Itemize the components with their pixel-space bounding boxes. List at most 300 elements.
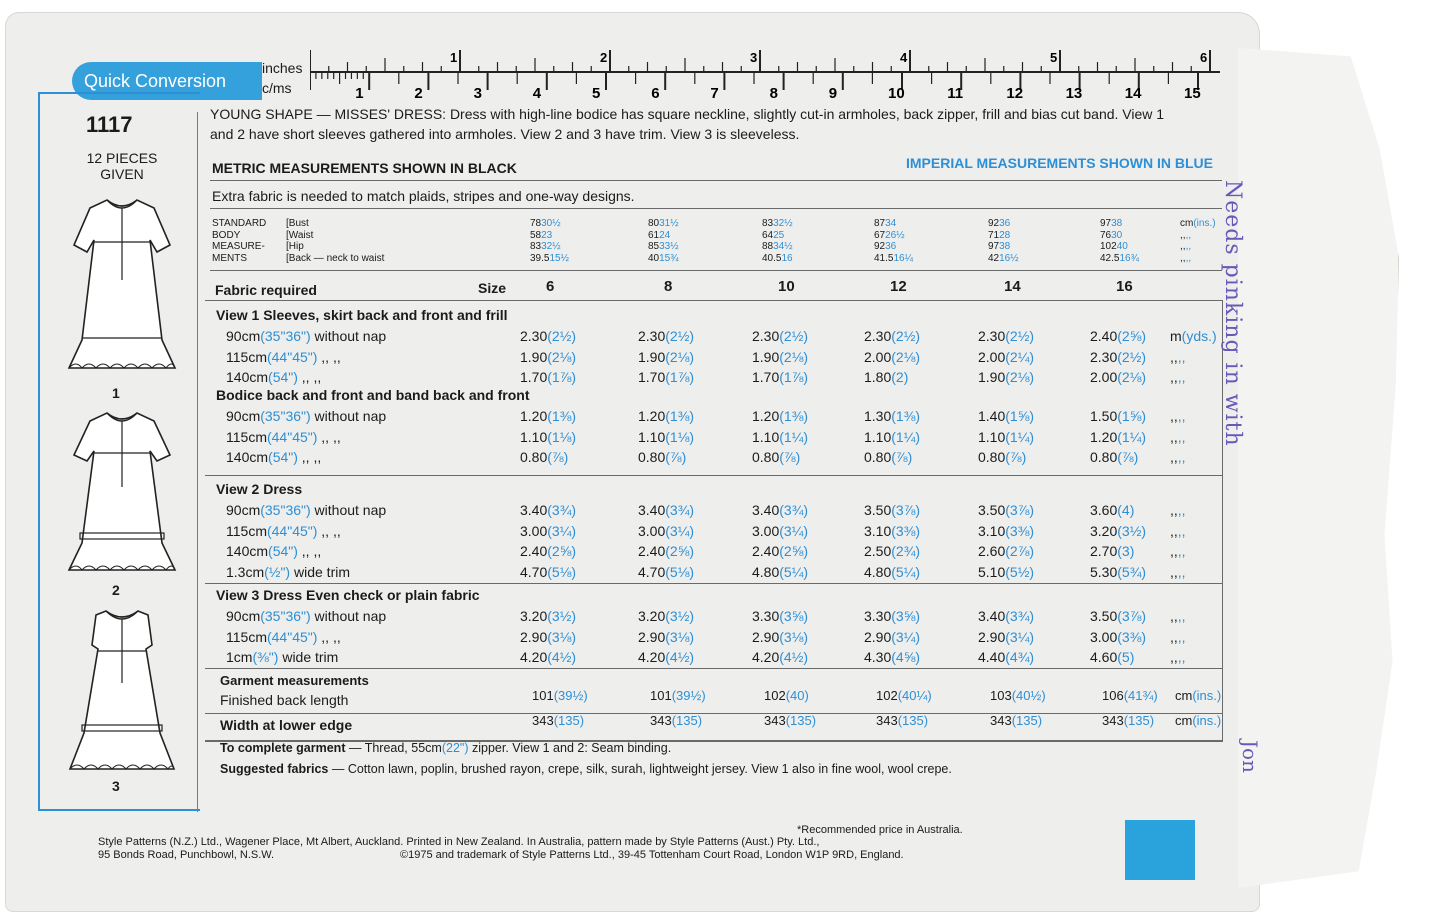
metric-value: 343 [532, 713, 554, 728]
fabric-amount [638, 629, 694, 645]
unit-imperial: ,, [1177, 543, 1186, 559]
imperial-value: (4¾) [1005, 649, 1035, 665]
imperial-value: (2⅛) [891, 348, 921, 365]
imperial-value: (135) [553, 713, 585, 728]
handwritten-signature: Jon [1238, 740, 1262, 773]
imperial-value: (4⅝) [891, 649, 921, 665]
fabric-amount [864, 649, 920, 665]
unit-imperial: ,, [1177, 408, 1186, 424]
body-measure-value [988, 253, 1019, 264]
fabric-amount [752, 328, 808, 344]
fabric-amount [1090, 523, 1146, 539]
fabric-amount [752, 523, 808, 539]
unit-imperial: (ins.) [1192, 713, 1222, 728]
width-note: ,, ,, [297, 543, 322, 559]
cm-label: 14 [1124, 85, 1142, 102]
body-measure-unit [1180, 230, 1191, 241]
finished-length-value [1102, 688, 1158, 703]
metric-value: 1.70 [520, 369, 548, 385]
metric-value: 3.00 [638, 522, 666, 539]
fabric-unit [1170, 408, 1186, 424]
fabric-amount [978, 502, 1034, 518]
width-note: without nap [310, 408, 387, 424]
imperial-value: (1⅞) [547, 369, 577, 385]
metric-value: 1.10 [752, 428, 780, 445]
metric-value: 4.20 [752, 649, 780, 665]
fabric-width-label [226, 564, 350, 580]
metric-value: 4.70 [520, 563, 548, 580]
metric-value: 0.80 [520, 449, 548, 465]
metric-value: 64 [762, 229, 774, 241]
metric-value: 3.50 [864, 502, 892, 518]
fabric-amount [520, 328, 576, 344]
imperial-value: (5¼) [779, 563, 809, 580]
cm-label: 4 [532, 85, 542, 102]
fabric-required-label: Fabric required [215, 282, 317, 298]
fabric-amount [638, 564, 694, 580]
imperial-value: (1⅜) [665, 408, 695, 424]
fabric-amount [752, 649, 808, 665]
width-metric: 90cm [226, 328, 261, 344]
fabric-amount [520, 608, 576, 624]
metric-value: 102 [1100, 241, 1117, 252]
width-imperial: (½") [264, 563, 291, 580]
fabric-amount [1090, 449, 1138, 465]
body-measure-value [648, 253, 679, 264]
to-complete-text: — Thread, 55cm [345, 741, 442, 755]
imperial-value: (2¼) [1005, 348, 1035, 365]
metric-value: 2.90 [864, 628, 892, 645]
metric-value: 4.80 [752, 563, 780, 580]
fabric-width-label [226, 449, 321, 465]
imperial-value: (2½) [891, 328, 921, 344]
fabric-amount [638, 543, 694, 559]
metric-value: 61 [648, 229, 660, 241]
metric-value: 0.80 [864, 449, 892, 465]
fabric-amount [520, 429, 576, 445]
fabric-amount [752, 502, 808, 518]
imperial-value: 32½ [773, 218, 793, 229]
imperial-value: (1¼) [891, 428, 921, 445]
fabric-amount [1090, 369, 1146, 385]
metric-value: 3.20 [1090, 522, 1118, 539]
copyright-line: ©1975 and trademark of Style Patterns Ltd., 39-45 Tottenham Court Road, London W1P 9RD, England. [400, 849, 904, 861]
metric-value: 4.20 [520, 649, 548, 665]
fabric-amount [978, 408, 1034, 424]
metric-value: 106 [1102, 688, 1124, 703]
width-note: wide trim [290, 563, 351, 580]
imperial-value: (40¼) [897, 688, 932, 703]
imperial-value: (3¼) [665, 522, 695, 539]
fabric-amount [638, 608, 694, 624]
metric-value: 2.00 [864, 348, 892, 365]
imperial-value: (2⅝) [665, 543, 695, 559]
metric-value: 3.40 [752, 502, 780, 518]
cm-label: 3 [473, 85, 482, 102]
metric-value: 3.30 [864, 608, 892, 624]
unit-imperial: (ins.) [1192, 688, 1222, 703]
unit-imperial: ,, [1185, 252, 1192, 264]
fabric-amount [752, 564, 808, 580]
lower-edge-width-value [990, 713, 1042, 728]
width-imperial: (35"36") [260, 328, 311, 344]
metric-value: 4.30 [864, 649, 892, 665]
imperial-value: (2⅝) [547, 543, 577, 559]
fabric-amount [978, 608, 1034, 624]
metric-value: 97 [1100, 218, 1112, 229]
fabric-unit [1170, 543, 1186, 559]
metric-value: 2.40 [638, 543, 666, 559]
finished-length-value [532, 688, 588, 703]
size-header: 14 [1004, 278, 1021, 295]
label-line: MENTS [212, 252, 247, 264]
body-measure-value [530, 253, 569, 264]
body-measure-value [874, 253, 913, 264]
size-header: 12 [890, 278, 907, 295]
fabric-unit [1170, 629, 1186, 645]
metric-value: 2.90 [978, 628, 1006, 645]
metric-value: 3.10 [978, 522, 1006, 539]
conversion-ruler [310, 40, 1230, 110]
metric-value: 2.90 [638, 628, 666, 645]
imperial-value: 34½ [773, 241, 793, 252]
fabric-amount [864, 502, 920, 518]
fabric-width-label [226, 629, 341, 645]
imperial-value: (2⅛) [1005, 369, 1035, 385]
metric-value: 3.10 [864, 522, 892, 539]
fabric-amount [752, 429, 808, 445]
imperial-value: (3⅝) [779, 608, 809, 624]
imperial-value: (40) [785, 688, 809, 703]
fabric-amount [752, 369, 808, 385]
metric-value: 4.80 [864, 563, 892, 580]
metric-value: 1.70 [752, 369, 780, 385]
imperial-value: (3¾) [665, 502, 695, 518]
metric-value: 1.10 [978, 428, 1006, 445]
cm-label: 1 [355, 85, 364, 102]
width-imperial: (35"36") [260, 502, 311, 518]
quick-conversion-banner: Quick Conversion [72, 62, 262, 100]
fabric-amount [752, 449, 800, 465]
fabric-amount [864, 408, 920, 424]
fabric-width-label [226, 328, 386, 344]
imperial-value: (3¼) [779, 522, 809, 539]
fabric-amount [864, 543, 920, 559]
width-imperial: (⅜") [252, 649, 279, 665]
body-measure-value [648, 230, 670, 241]
width-imperial: (44"45") [266, 522, 318, 539]
imperial-value: (135) [785, 713, 817, 728]
body-measure-value [1100, 241, 1128, 252]
lower-edge-width-value [532, 713, 584, 728]
fabric-width-label [226, 429, 341, 445]
view-2-number: 2 [112, 582, 120, 598]
fabric-amount [638, 502, 694, 518]
unit-metric: ,, [1170, 408, 1178, 424]
imperial-value: (2⅛) [1117, 369, 1147, 385]
cm-label: 9 [828, 85, 838, 102]
metric-value: 1.10 [520, 428, 548, 445]
imperial-value: (2⅛) [665, 348, 695, 365]
fabric-width-label [226, 649, 338, 665]
fabric-amount [864, 449, 912, 465]
cm-label: 10 [888, 85, 905, 102]
metric-value: 3.30 [752, 608, 780, 624]
fabric-amount [752, 408, 808, 424]
width-note: ,, ,, [317, 628, 341, 645]
unit-metric: ,, [1180, 229, 1186, 241]
metric-value: 1.30 [864, 408, 892, 424]
label-line: BODY [212, 229, 241, 241]
fabric-amount [1090, 502, 1134, 518]
metric-value: 103 [990, 688, 1012, 703]
imperial-value: 26½ [885, 229, 905, 241]
cm-label: 13 [1065, 85, 1083, 102]
metric-value: 0.80 [752, 449, 780, 465]
metric-value: 78 [530, 218, 542, 229]
imperial-value: (4½) [547, 649, 577, 665]
fabric-unit [1170, 369, 1186, 385]
width-note: wide trim [278, 649, 339, 665]
imperial-value: 34 [885, 218, 897, 229]
width-metric: 115cm [226, 628, 267, 645]
inch-label: 3 [750, 50, 758, 65]
metric-value: 343 [876, 713, 898, 728]
fabric-amount [638, 349, 694, 365]
unit-metric: ,, [1170, 563, 1178, 580]
imperial-value: (2½) [779, 328, 809, 344]
unit-metric: cm [1180, 218, 1194, 229]
unit-imperial: (yds.) [1181, 328, 1217, 344]
metric-value: 4.70 [638, 563, 666, 580]
imperial-value: (1⅝) [1005, 408, 1035, 424]
metric-value: 92 [874, 241, 886, 252]
imperial-value: (2⅝) [1117, 328, 1147, 344]
finished-length-value [650, 688, 706, 703]
unit-imperial: (ins.) [1193, 218, 1216, 229]
width-note: ,, ,, [297, 369, 322, 385]
metric-value: 80 [648, 218, 660, 229]
imperial-value: (1⅝) [1117, 408, 1147, 424]
fabric-amount [978, 543, 1034, 559]
imperial-value: (5⅛) [547, 563, 577, 580]
fabric-amount [520, 564, 576, 580]
metric-value: 39.5 [530, 252, 550, 264]
metric-value: 4.60 [1090, 649, 1118, 665]
width-imperial: (44"45") [266, 428, 318, 445]
metric-value: 2.60 [978, 543, 1006, 559]
fabric-amount [978, 649, 1034, 665]
finished-length-value [876, 688, 932, 703]
inch-label: 5 [1050, 50, 1058, 65]
metric-value: 3.40 [638, 502, 666, 518]
metric-value: 97 [988, 241, 1000, 252]
body-measure-value [1100, 230, 1122, 241]
size-header: 6 [546, 278, 555, 295]
imperial-value: 31½ [659, 218, 679, 229]
width-imperial: (54") [268, 449, 298, 465]
label-line: STANDARD [212, 218, 267, 229]
imperial-value: 16¼ [893, 252, 913, 264]
metric-value: 88 [762, 241, 774, 252]
cm-label: 12 [1006, 85, 1024, 102]
standard-body-label [212, 218, 266, 264]
metric-value: 0.80 [638, 449, 666, 465]
imperial-value: (3½) [665, 608, 695, 624]
metric-value: 1.90 [752, 348, 780, 365]
imperial-value: (⅞) [779, 449, 801, 465]
metric-value: 41.5 [874, 252, 894, 264]
unit-metric: ,, [1170, 649, 1178, 665]
imperial-value: 33½ [659, 241, 679, 252]
imperial-value: (2⅛) [547, 348, 577, 365]
to-complete-text-2: zipper. View 1 and 2: Seam binding. [468, 741, 672, 755]
imperial-value: (3¼) [547, 522, 577, 539]
metric-heading: METRIC MEASUREMENTS SHOWN IN BLACK [212, 160, 517, 176]
metric-value: 40.5 [762, 252, 782, 264]
imperial-value: (5) [1117, 649, 1135, 665]
fabric-amount [864, 608, 920, 624]
fabric-amount [638, 449, 686, 465]
rule [210, 270, 1222, 271]
fabric-amount [638, 369, 694, 385]
width-metric: 1.3cm [226, 563, 265, 580]
ruler-inches-label: inches [262, 60, 303, 76]
imperial-value: (⅞) [891, 449, 913, 465]
view-1-number: 1 [112, 385, 120, 401]
metric-value: 3.40 [520, 502, 548, 518]
imperial-value: (3⅛) [665, 628, 695, 645]
imperial-value: 16 [781, 252, 793, 264]
unit-metric: ,, [1180, 241, 1186, 252]
body-measure-value [874, 241, 896, 252]
inch-label: 6 [1200, 50, 1208, 65]
imperial-value: (3¾) [1005, 608, 1035, 624]
fabric-amount [638, 408, 694, 424]
metric-value: 1.20 [638, 408, 666, 424]
imperial-value: (3) [1117, 543, 1135, 559]
body-measure-value [874, 230, 905, 241]
width-note: ,, ,, [317, 348, 341, 365]
body-measure-value [648, 218, 679, 229]
metric-value: 3.00 [520, 522, 548, 539]
unit-imperial: ,, [1185, 229, 1192, 241]
pieces-given [82, 150, 162, 182]
finished-length-value [990, 688, 1046, 703]
width-metric: 140cm [226, 369, 269, 385]
lower-edge-width-value [764, 713, 816, 728]
metric-value: 343 [1102, 713, 1124, 728]
finished-back-length-label: Finished back length [220, 692, 349, 708]
publisher-line-1: Style Patterns (N.Z.) Ltd., Wagener Place, Mt Albert, Auckland. Printed in New Zealand. In Australia, pattern made by Style Patterns (Aust.) Pty. Ltd., [98, 836, 820, 848]
fabric-amount [864, 369, 908, 385]
width-metric: 140cm [226, 449, 269, 465]
lower-edge-width-value [650, 713, 702, 728]
metric-value: 87 [874, 218, 886, 229]
fabric-amount [1090, 629, 1146, 645]
imperial-value: (5⅛) [665, 563, 695, 580]
metric-value: 2.30 [864, 328, 892, 344]
width-metric: 115cm [226, 522, 267, 539]
body-measure-name: [Waist [286, 229, 314, 241]
suggested-label: Suggested fabrics [220, 762, 329, 776]
metric-value: 1.20 [520, 408, 548, 424]
unit-metric: cm [1175, 713, 1193, 728]
body-measure-value [530, 230, 552, 241]
metric-value: 92 [988, 218, 1000, 229]
imperial-value: (⅞) [665, 449, 687, 465]
to-complete-garment [220, 741, 671, 755]
metric-value: 2.30 [978, 328, 1006, 344]
width-note: without nap [310, 328, 387, 344]
imperial-value: (5¾) [1117, 563, 1147, 580]
fabric-amount [978, 429, 1034, 445]
metric-value: 2.70 [1090, 543, 1118, 559]
width-note: ,, ,, [317, 428, 341, 445]
metric-value: 1.90 [978, 369, 1006, 385]
unit-imperial: ,, [1177, 628, 1186, 645]
body-measure-value [1100, 218, 1122, 229]
imperial-value: (3⅜) [891, 522, 921, 539]
imperial-value: 38 [1111, 218, 1123, 229]
rule [205, 475, 1222, 476]
metric-value: 1.10 [638, 428, 666, 445]
fabric-amount [864, 564, 920, 580]
unit-imperial: ,, [1177, 502, 1186, 518]
fabric-amount [752, 629, 808, 645]
metric-value: 2.40 [752, 543, 780, 559]
metric-value: 1.20 [752, 408, 780, 424]
metric-value: 2.90 [520, 628, 548, 645]
metric-value: 1.90 [638, 348, 666, 365]
metric-value: 3.00 [752, 522, 780, 539]
unit-metric: m [1170, 328, 1182, 344]
imperial-value: 23 [541, 229, 553, 241]
unit-metric: ,, [1170, 522, 1178, 539]
imperial-value: (3⅞) [1005, 502, 1035, 518]
fabric-amount [864, 328, 920, 344]
imperial-value: (1⅜) [891, 408, 921, 424]
fabric-amount [520, 349, 576, 365]
unit-metric: ,, [1170, 628, 1178, 645]
width-note: without nap [310, 502, 387, 518]
fabric-amount [1090, 328, 1146, 344]
imperial-value: 30 [1111, 229, 1123, 241]
fabric-unit [1170, 429, 1186, 445]
fabric-amount [520, 543, 576, 559]
unit-imperial: ,, [1177, 608, 1186, 624]
body-measure-unit [1180, 253, 1191, 264]
body-measure-value [530, 241, 561, 252]
imperial-value: 40 [1116, 241, 1128, 252]
pattern-number: 1117 [86, 112, 133, 137]
imperial-value: (⅞) [1117, 449, 1139, 465]
imperial-value: 36 [885, 241, 897, 252]
body-measure-unit [1180, 218, 1216, 229]
fabric-width-label [226, 408, 386, 424]
fabric-amount [1090, 649, 1134, 665]
imperial-value: 36 [999, 218, 1011, 229]
metric-value: 40 [648, 252, 660, 264]
unit-imperial: ,, [1185, 241, 1192, 252]
metric-value: 3.40 [978, 608, 1006, 624]
metric-value: 1.20 [1090, 428, 1118, 445]
fabric-unit [1170, 502, 1186, 518]
rule [210, 208, 1222, 209]
metric-value: 2.00 [978, 348, 1006, 365]
section-title: View 3 Dress Even check or plain fabric [216, 587, 480, 603]
metric-value: 2.30 [520, 328, 548, 344]
